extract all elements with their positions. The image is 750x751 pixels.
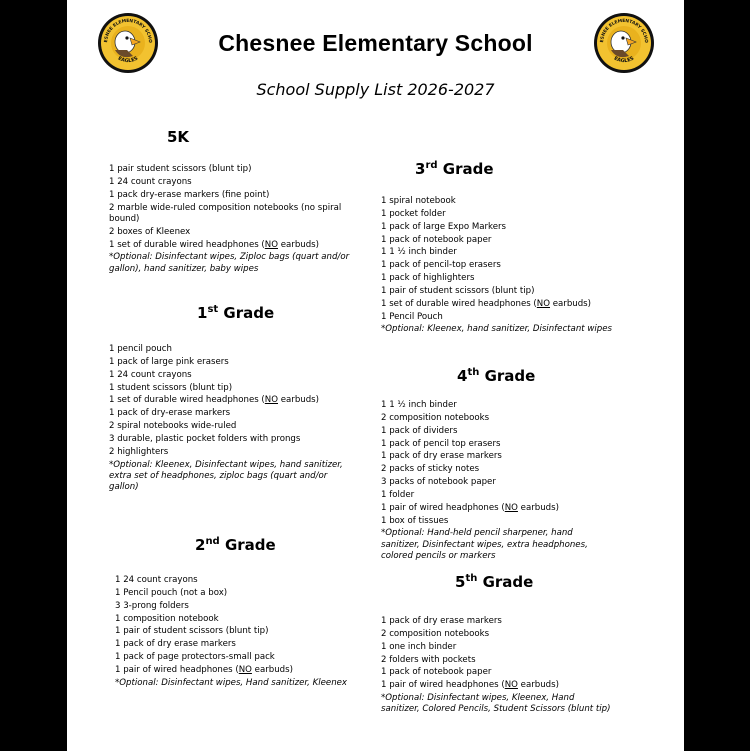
list-item: 2 folders with pockets xyxy=(381,654,476,665)
heading-4th-grade: 4th Grade xyxy=(457,367,536,385)
list-item: 1 pack of dry erase markers xyxy=(381,451,502,462)
list-item: 1 pair student scissors (blunt tip) xyxy=(109,164,252,174)
list-item-headphones: 1 set of durable wired headphones (NO earbuds) xyxy=(109,395,320,406)
list-item: 1 pack of large Expo Markers xyxy=(381,221,507,232)
optional-items: *Optional: Kleenex, hand sanitizer, Disinfectant wipes xyxy=(381,324,612,335)
list-item: 1 composition notebook xyxy=(115,613,219,624)
list-item-headphones: 1 pair of wired headphones (NO earbuds) xyxy=(381,502,559,513)
school-title: Chesnee Elementary School xyxy=(218,30,533,56)
list-item: 2 composition notebooks xyxy=(381,628,490,639)
list-item: 1 1 ½ inch binder xyxy=(381,247,457,258)
list-item: 1 pocket folder xyxy=(381,208,446,219)
list-item: 1 pack of pencil-top erasers xyxy=(381,260,501,271)
list-item: 1 Pencil Pouch xyxy=(381,311,443,322)
heading-1st-grade: 1st Grade xyxy=(197,304,275,322)
svg-text:EAGLES: EAGLES xyxy=(116,55,140,65)
list-item: 1 pack of dividers xyxy=(381,425,458,436)
list-item: 2 highlighters xyxy=(109,446,169,457)
list-item-headphones: 1 set of durable wired headphones (NO earbuds) xyxy=(109,239,320,250)
list-item: 3 packs of notebook paper xyxy=(381,477,496,488)
list-item: 2 spiral notebooks wide-ruled xyxy=(109,421,237,432)
svg-text:CHESNEE ELEMENTARY SCHOOL: ESNEE ELEMENTARY SCHO xyxy=(103,18,153,44)
list-5k xyxy=(109,164,359,277)
list-item: 1 spiral notebook xyxy=(381,196,456,206)
list-item: 1 pack of pencil top erasers xyxy=(381,438,501,449)
list-item: 2 marble wide-ruled composition notebooks (no spiral bound) xyxy=(109,202,342,224)
supply-list-page xyxy=(67,0,684,751)
optional-items: *Optional: Disinfectant wipes, Kleenex, Hand sanitizer, Colored Pencils, Student Scissors (blunt tip) xyxy=(381,693,611,715)
list-3rd-grade xyxy=(381,196,621,337)
list-2nd-grade xyxy=(115,575,360,691)
list-item: 1 24 count crayons xyxy=(109,369,192,380)
svg-text:CHESNEE ELEMENTARY SCHOOL: ESNEE ELEMENTARY SCHO xyxy=(599,18,649,44)
list-item: 1 1 ½ inch binder xyxy=(381,400,457,410)
list-item: 1 pack of dry erase markers xyxy=(115,639,236,650)
list-item: 1 box of tissues xyxy=(381,515,449,526)
list-item: 3 3-prong folders xyxy=(115,600,189,611)
list-item: 1 Pencil pouch (not a box) xyxy=(115,587,228,598)
list-item: 1 pack of notebook paper xyxy=(381,234,492,245)
list-item: 1 24 count crayons xyxy=(115,575,198,585)
list-item-headphones: 1 pair of wired headphones (NO earbuds) xyxy=(381,680,559,691)
list-4th-grade xyxy=(381,400,611,564)
optional-items: *Optional: Disinfectant wipes, Hand sanitizer, Kleenex xyxy=(115,677,348,688)
list-1st-grade xyxy=(109,344,354,495)
heading-5k: 5K xyxy=(167,128,190,146)
list-item: 1 pack of page protectors-small pack xyxy=(115,652,275,663)
list-item: 1 pair of student scissors (blunt tip) xyxy=(381,285,535,296)
heading-2nd-grade: 2nd Grade xyxy=(195,536,276,554)
list-item: 2 boxes of Kleenex xyxy=(109,226,191,237)
supply-list-subtitle: School Supply List 2026-2027 xyxy=(256,80,495,99)
optional-items: *Optional: Hand-held pencil sharpener, hand sanitizer, Disinfectant wipes, extra headphones, colored pencils or markers xyxy=(381,528,588,562)
list-item: 1 pack dry-erase markers (fine point) xyxy=(109,189,270,200)
list-item: 1 folder xyxy=(381,489,415,500)
list-item: 1 pencil pouch xyxy=(109,344,172,354)
heading-3rd-grade: 3rd Grade xyxy=(415,160,494,178)
list-item: 1 pair of student scissors (blunt tip) xyxy=(115,626,269,637)
list-item: 1 pack of notebook paper xyxy=(381,667,492,678)
svg-text:EAGLES: EAGLES xyxy=(612,55,636,65)
heading-5th-grade: 5th Grade xyxy=(455,573,534,591)
list-item: 3 durable, plastic pocket folders with prongs xyxy=(109,433,301,444)
list-item: 2 composition notebooks xyxy=(381,412,490,423)
list-item: 1 24 count crayons xyxy=(109,176,192,187)
list-item: 1 pack of highlighters xyxy=(381,273,475,284)
list-item: 2 packs of sticky notes xyxy=(381,464,480,475)
list-item: 1 pack of dry erase markers xyxy=(381,616,502,626)
list-item-headphones: 1 pair of wired headphones (NO earbuds) xyxy=(115,664,293,675)
list-item: 1 one inch binder xyxy=(381,641,457,652)
list-item-headphones: 1 set of durable wired headphones (NO earbuds) xyxy=(381,298,592,309)
list-item: 1 pack of large pink erasers xyxy=(109,356,229,367)
optional-items: *Optional: Kleenex, Disinfectant wipes, hand sanitizer, extra set of headphones, ziploc bags (quart and/or gallon) xyxy=(109,459,343,493)
optional-items: *Optional: Disinfectant wipes, Ziploc bags (quart and/or gallon), hand sanitizer, baby wipes xyxy=(109,252,350,274)
list-item: 1 pack of dry-erase markers xyxy=(109,408,231,419)
list-5th-grade xyxy=(381,616,611,717)
list-item: 1 student scissors (blunt tip) xyxy=(109,382,233,393)
